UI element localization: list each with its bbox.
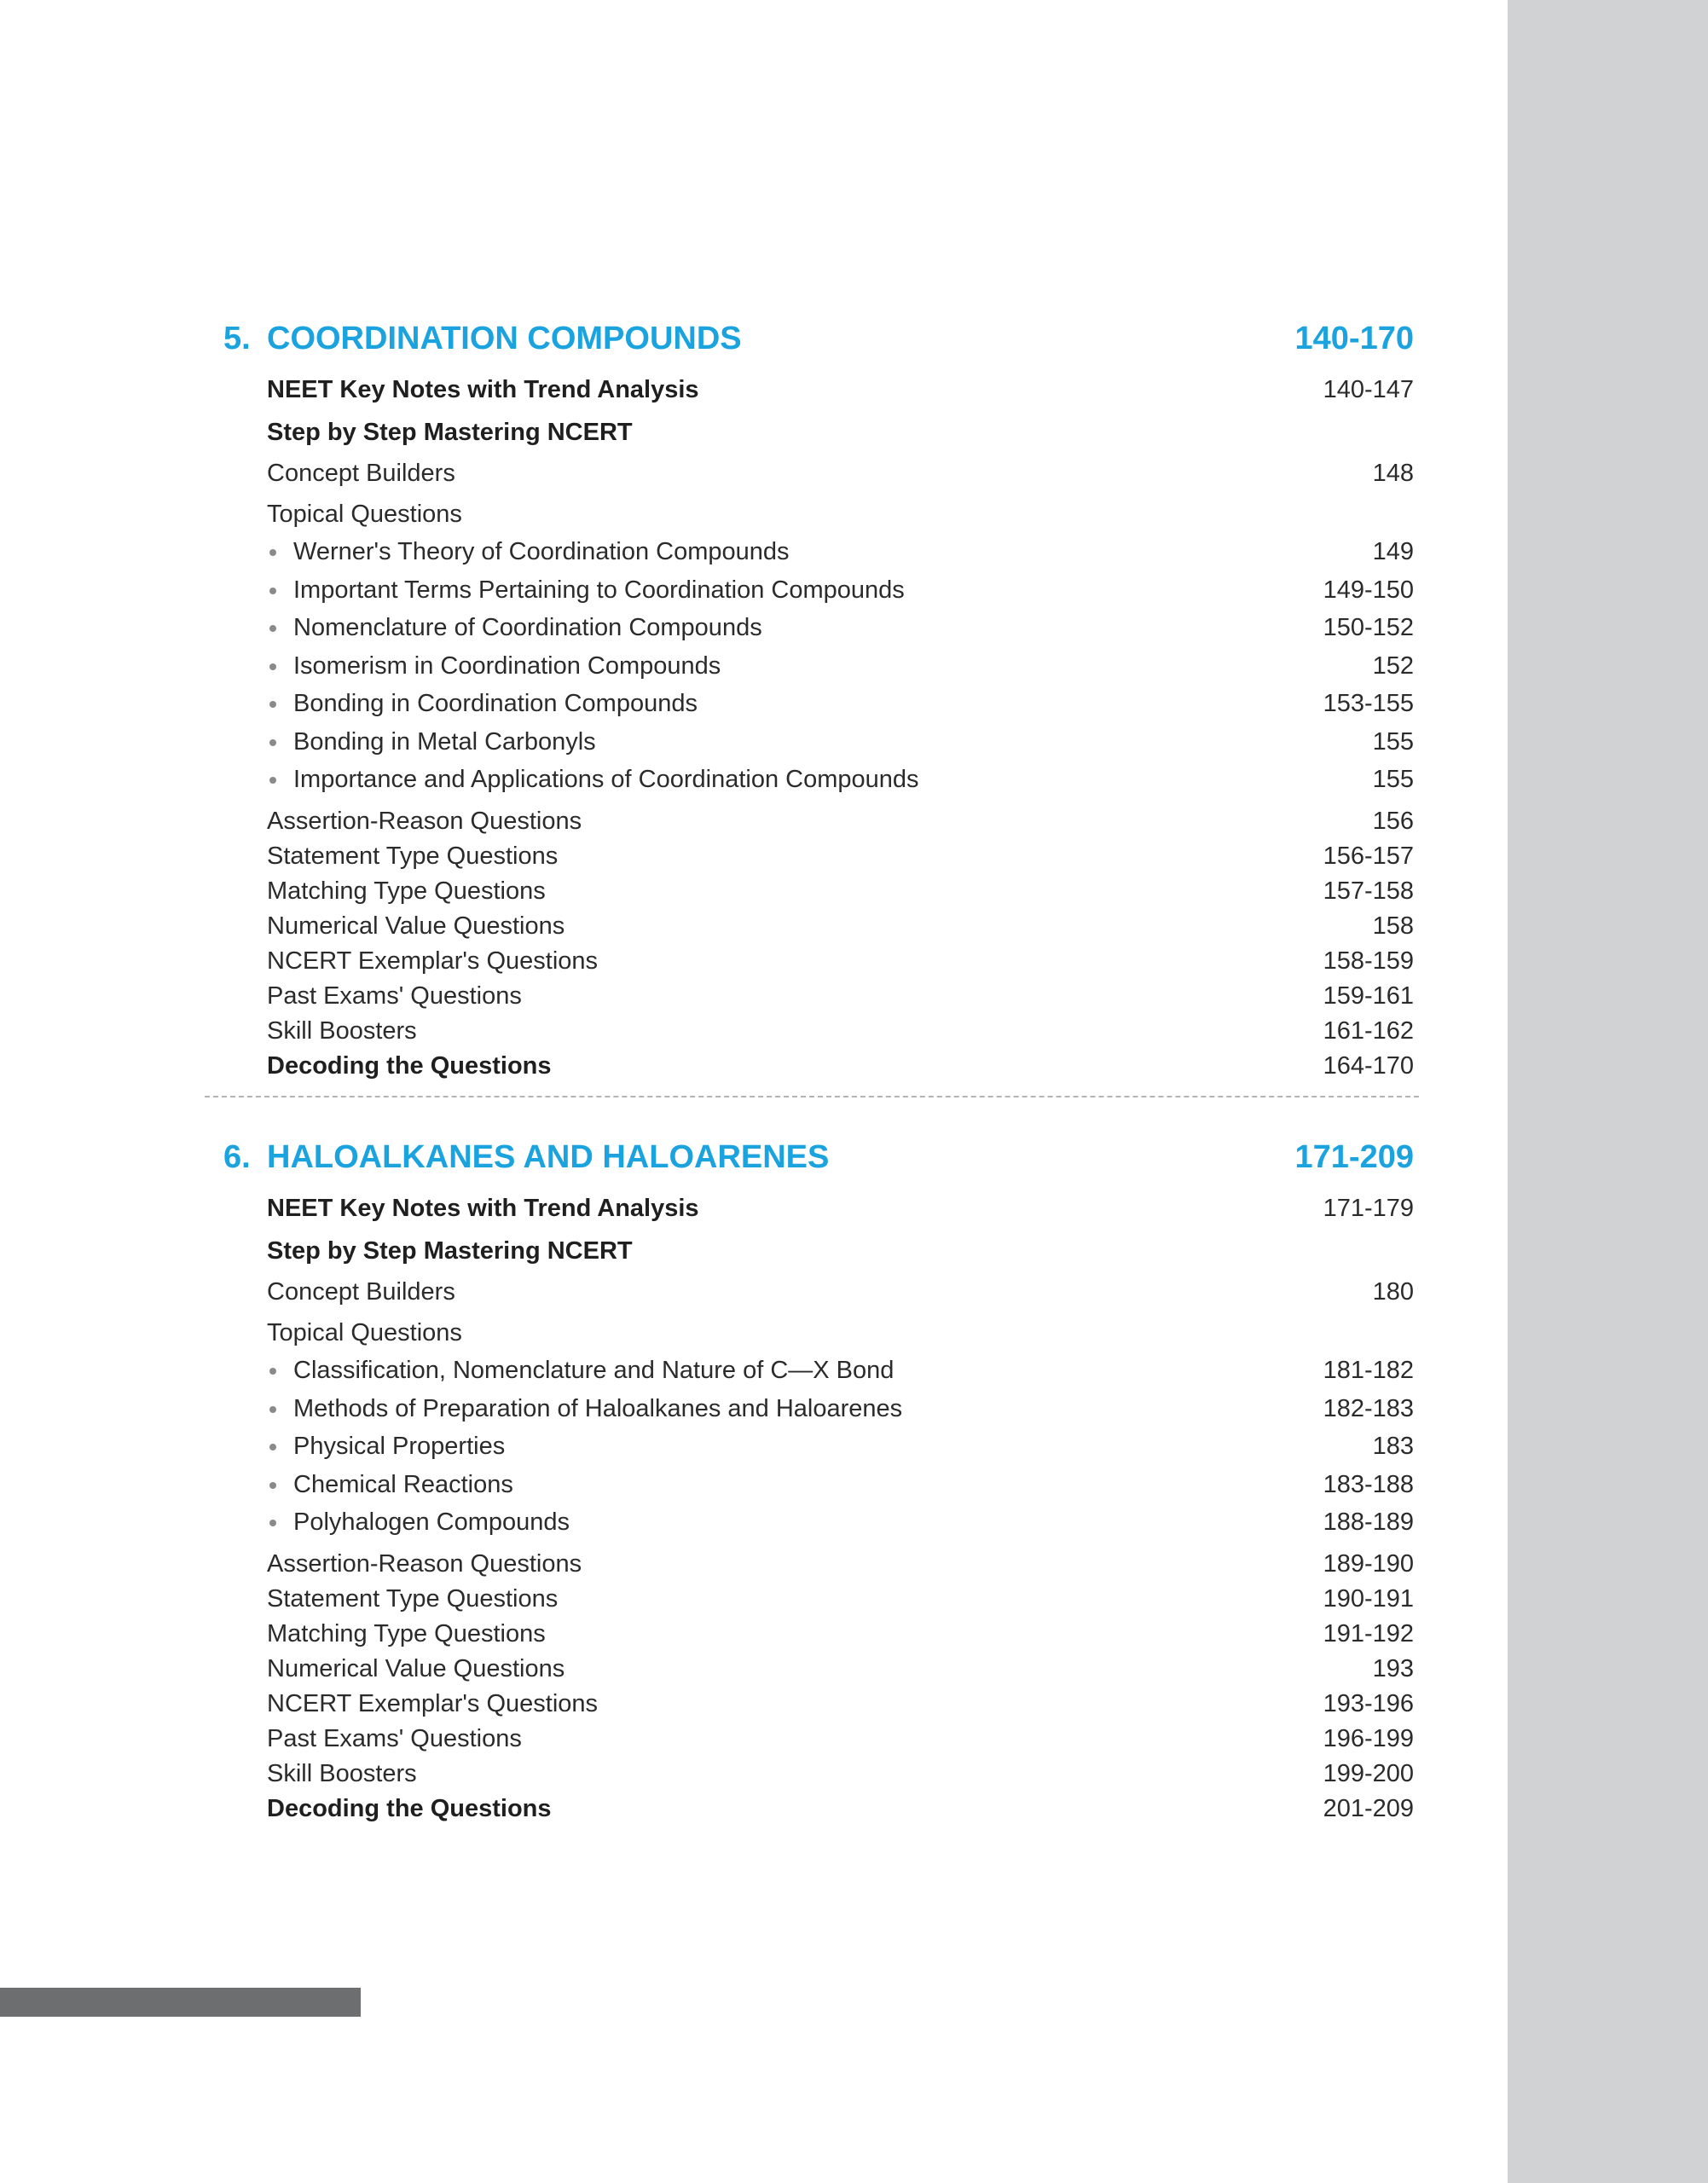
entry-pages: 196-199 (1323, 1725, 1414, 1752)
entry-label: NEET Key Notes with Trend Analysis (267, 376, 699, 403)
entry-label: Bonding in Metal Carbonyls (293, 728, 596, 756)
chapter-pages: 171-209 (1294, 1139, 1414, 1175)
entry-pages: 181-182 (1323, 1357, 1414, 1384)
entry-label: NCERT Exemplar's Questions (267, 1690, 599, 1717)
entry-label: Topical Questions (267, 501, 462, 528)
entry-pages: 189-190 (1323, 1550, 1414, 1578)
entry-label: Step by Step Mastering NCERT (267, 1237, 633, 1265)
bullet-icon (269, 663, 276, 670)
entry-pages: 155 (1372, 728, 1414, 756)
bullet-icon (269, 549, 276, 556)
entry-pages: 156-157 (1323, 843, 1414, 870)
chapter-number: 5. (223, 321, 251, 356)
entry-pages: 156 (1372, 808, 1414, 835)
bullet-icon (269, 1520, 276, 1526)
entry-label: Statement Type Questions (267, 1585, 559, 1613)
bullet-icon (269, 588, 276, 594)
entry-label: Topical Questions (267, 1319, 462, 1346)
entry-label: Step by Step Mastering NCERT (267, 419, 633, 446)
bullet-icon (269, 1406, 276, 1413)
entry-pages: 150-152 (1323, 614, 1414, 641)
entry-label: Isomerism in Coordination Compounds (293, 652, 721, 680)
chapter-5 (223, 321, 1414, 1080)
entry-label: Numerical Value Questions (267, 912, 565, 940)
entry-label: Nomenclature of Coordination Compounds (293, 614, 762, 641)
chapter-pages: 140-170 (1294, 321, 1414, 356)
chapter-heading[interactable] (223, 321, 1414, 368)
entry-pages: 190-191 (1323, 1585, 1414, 1613)
entry-pages: 159-161 (1323, 982, 1414, 1010)
entry-pages: 153-155 (1323, 690, 1414, 717)
entry-pages: 161-162 (1323, 1017, 1414, 1045)
entry-label: Concept Builders (267, 460, 455, 487)
entry-pages: 183 (1372, 1433, 1414, 1460)
bullet-icon (269, 777, 276, 784)
bullet-icon (269, 1368, 276, 1375)
bullet-icon (269, 701, 276, 708)
entry-label: Assertion-Reason Questions (267, 1550, 582, 1578)
entry-label: Importance and Applications of Coordination Compounds (293, 766, 919, 793)
entry-label: Werner's Theory of Coordination Compounds (293, 538, 790, 565)
entry-label: Matching Type Questions (267, 877, 546, 905)
entry-label: Concept Builders (267, 1278, 455, 1306)
bullet-icon (269, 739, 276, 746)
entry-label: Skill Boosters (267, 1017, 417, 1045)
entry-pages: 193 (1372, 1655, 1414, 1682)
entry-label: Matching Type Questions (267, 1620, 546, 1647)
entry-pages: 171-179 (1323, 1195, 1414, 1222)
entry-label: Bonding in Coordination Compounds (293, 690, 698, 717)
entry-pages: 193-196 (1323, 1690, 1414, 1717)
entry-pages: 201-209 (1323, 1795, 1414, 1822)
chapter-heading[interactable] (223, 1139, 1414, 1187)
bullet-icon (269, 1444, 276, 1451)
entry-label: Assertion-Reason Questions (267, 808, 582, 835)
entry-pages: 140-147 (1323, 376, 1414, 403)
entry-label: Skill Boosters (267, 1760, 417, 1787)
entry-pages: 158 (1372, 912, 1414, 940)
chapter-title: HALOALKANES AND HALOARENES (267, 1139, 830, 1175)
entry-label: Physical Properties (293, 1433, 506, 1460)
entry-pages: 183-188 (1323, 1471, 1414, 1498)
bullet-icon (269, 625, 276, 632)
entry-pages: 155 (1372, 766, 1414, 793)
entry-label: Classification, Nomenclature and Nature of C—X Bond (293, 1357, 895, 1384)
entry-pages: 152 (1372, 652, 1414, 680)
side-margin-strip (1508, 0, 1708, 2183)
entry-pages: 158-159 (1323, 947, 1414, 975)
entry-label: Past Exams' Questions (267, 1725, 522, 1752)
entry-label: Decoding the Questions (267, 1052, 552, 1080)
entry-label: Important Terms Pertaining to Coordination Compounds (293, 576, 905, 604)
entry-pages: 149 (1372, 538, 1414, 565)
entry-label: NCERT Exemplar's Questions (267, 947, 599, 975)
entry-pages: 157-158 (1323, 877, 1414, 905)
entry-pages: 199-200 (1323, 1760, 1414, 1787)
section-divider (205, 1096, 1419, 1097)
entry-pages: 164-170 (1323, 1052, 1414, 1080)
entry-label: Numerical Value Questions (267, 1655, 565, 1682)
footer-bar (0, 1988, 361, 2017)
chapter-number: 6. (223, 1139, 251, 1175)
entry-label: Statement Type Questions (267, 843, 559, 870)
entry-pages: 191-192 (1323, 1620, 1414, 1647)
entry-label: NEET Key Notes with Trend Analysis (267, 1195, 699, 1222)
entry-label: Past Exams' Questions (267, 982, 522, 1010)
entry-label: Chemical Reactions (293, 1471, 513, 1498)
entry-label: Polyhalogen Compounds (293, 1508, 570, 1536)
chapter-6 (223, 1139, 1414, 1822)
bullet-icon (269, 1482, 276, 1489)
entry-pages: 149-150 (1323, 576, 1414, 604)
entry-pages: 182-183 (1323, 1395, 1414, 1422)
entry-label: Methods of Preparation of Haloalkanes and Haloarenes (293, 1395, 903, 1422)
entry-pages: 148 (1372, 460, 1414, 487)
entry-label: Decoding the Questions (267, 1795, 552, 1822)
chapter-title: COORDINATION COMPOUNDS (267, 321, 742, 356)
entry-pages: 188-189 (1323, 1508, 1414, 1536)
entry-pages: 180 (1372, 1278, 1414, 1306)
